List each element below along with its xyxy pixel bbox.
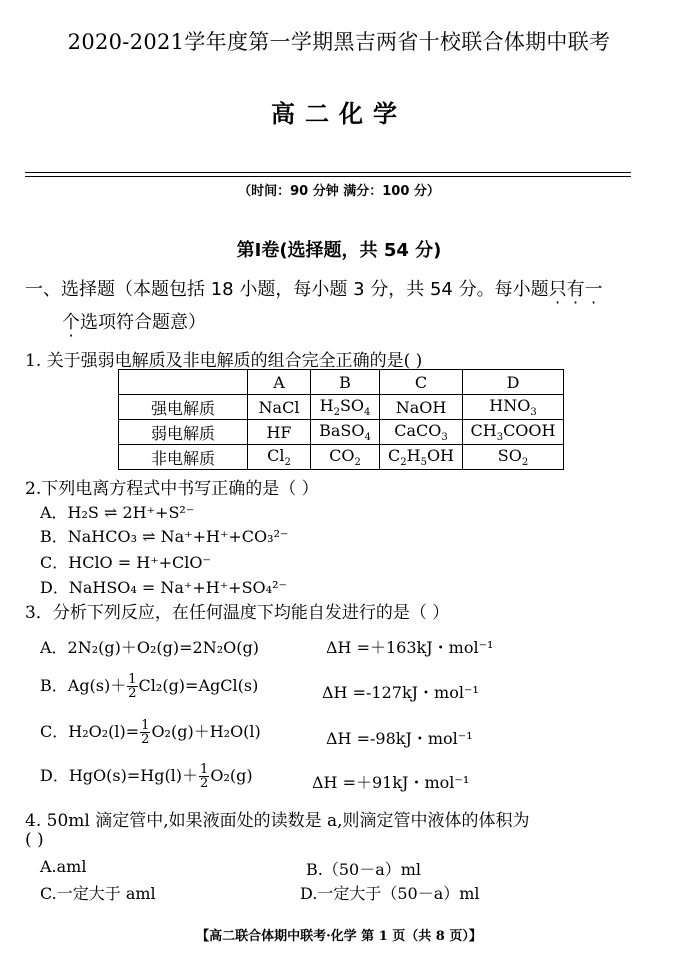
part-heading-text: 选项符合题意） <box>80 312 206 333</box>
fraction-one-half <box>199 763 209 790</box>
table-cell: BaSO$_4$ <box>311 420 380 445</box>
question-4-option-c: C.一定大于 aml <box>40 884 156 903</box>
emphasis-char: 只 <box>548 279 567 300</box>
table-row <box>119 445 564 470</box>
option-text: Cl₂(g)=AgCl(s) <box>138 676 259 695</box>
table-cell: $SO_2$ <box>463 445 564 470</box>
part-heading-line1 <box>25 275 603 301</box>
question-2-stem: 2.下列电离方程式中书写正确的是（ ） <box>25 479 319 499</box>
row-label: 弱电解质 <box>119 420 248 445</box>
table-cell: $Cl_2$ <box>248 445 311 470</box>
question-1-stem: 1. 关于强弱电解质及非电解质的组合完全正确的是( ) <box>25 351 423 371</box>
question-3-option-d-enthalpy: ΔH =＋91kJ・mol⁻¹ <box>312 773 470 792</box>
row-label: 强电解质 <box>119 395 248 420</box>
table-cell: $H_2SO_4$ <box>311 395 380 420</box>
table-cell: A <box>248 370 311 395</box>
question-3-option-c-enthalpy: ΔH =-98kJ・mol⁻¹ <box>326 729 473 748</box>
option-text: B．Ag(s)＋ <box>40 676 127 695</box>
question-4-answer-paren: ( ) <box>25 830 44 850</box>
fraction-numerator: 1 <box>141 718 150 733</box>
exam-header-title: 2020-2021学年度第一学期黑吉两省十校联合体期中联考 <box>67 30 611 54</box>
table-cell: NaOH <box>380 395 463 420</box>
option-text: D．HgO(s)=Hg(l)＋ <box>40 766 199 785</box>
table-cell: D <box>463 370 564 395</box>
fraction-numerator: 1 <box>200 762 209 777</box>
table-cell: C <box>380 370 463 395</box>
section-title: 第Ⅰ卷(选择题，共 54 分) <box>236 240 442 261</box>
part-heading-line2 <box>62 308 206 334</box>
table-cell: $HNO_3$ <box>463 395 564 420</box>
question-2-option-a: A．H₂S ⇌ 2H⁺+S²⁻ <box>40 503 195 522</box>
exam-time-info: （时间：90 分钟 满分：100 分） <box>238 184 440 199</box>
option-text: O₂(g) <box>210 766 253 785</box>
table-row <box>119 420 564 445</box>
fraction-one-half <box>127 673 137 700</box>
header-rule-thick <box>25 172 631 173</box>
page-footer: 【高二联合体期中联考·化学 第 1 页（共 8 页）】 <box>196 929 482 944</box>
row-label: 非电解质 <box>119 445 248 470</box>
question-3-option-a-enthalpy: ΔH =＋163kJ・mol⁻¹ <box>326 638 494 657</box>
question-3-stem: 3．分析下列反应，在任何温度下均能自发进行的是（ ） <box>25 603 450 623</box>
emphasis-char: 一 <box>584 279 603 300</box>
question-4-option-a: A.aml <box>40 857 87 876</box>
question-3-option-a: A．2N₂(g)＋O₂(g)=2N₂O(g) <box>40 638 259 657</box>
question-3-option-b <box>40 673 258 700</box>
emphasis-char: 有 <box>566 279 585 300</box>
table-cell <box>119 370 248 395</box>
fraction-denominator: 2 <box>128 686 137 701</box>
table-cell: NaCl <box>248 395 311 420</box>
fraction-one-half <box>140 719 150 746</box>
table-cell: $CH_3COOH$ <box>463 420 564 445</box>
subject-title: 高二化学 <box>271 100 407 128</box>
table-row <box>119 395 564 420</box>
fraction-numerator: 1 <box>128 672 137 687</box>
question-4-option-d: D.一定大于（50－a）ml <box>300 884 480 903</box>
question-4-stem: 4. 50ml 滴定管中,如果液面处的读数是 a,则滴定管中液体的体积为 <box>25 811 530 831</box>
part-heading-text: 一、选择题（本题包括 18 小题，每小题 3 分，共 54 分。每小题 <box>25 279 549 300</box>
option-text: O₂(g)＋H₂O(l) <box>151 722 261 741</box>
table-cell: $CO_2$ <box>311 445 380 470</box>
fraction-denominator: 2 <box>141 732 150 747</box>
question-1-table <box>118 369 564 470</box>
question-2-option-d: D．NaHSO₄ = Na⁺+H⁺+SO₄²⁻ <box>40 578 287 597</box>
question-2-option-c: C．HClO = H⁺+ClO⁻ <box>40 553 211 572</box>
question-4-option-b: B.（50－a）ml <box>306 860 422 879</box>
fraction-denominator: 2 <box>200 776 209 791</box>
header-rule-thin <box>25 176 631 177</box>
table-cell: CaCO$_3$ <box>380 420 463 445</box>
option-text: C．H₂O₂(l)= <box>40 722 140 741</box>
question-3-option-b-enthalpy: ΔH =-127kJ・mol⁻¹ <box>322 683 479 702</box>
question-3-option-d <box>40 763 253 790</box>
table-header-row <box>119 370 564 395</box>
question-2-option-b: B．NaHCO₃ ⇌ Na⁺+H⁺+CO₃²⁻ <box>40 527 289 546</box>
emphasis-char: 个 <box>62 312 80 333</box>
table-cell: B <box>311 370 380 395</box>
table-cell: HF <box>248 420 311 445</box>
table-cell: $C_2H_5OH$ <box>380 445 463 470</box>
question-3-option-c <box>40 719 261 746</box>
